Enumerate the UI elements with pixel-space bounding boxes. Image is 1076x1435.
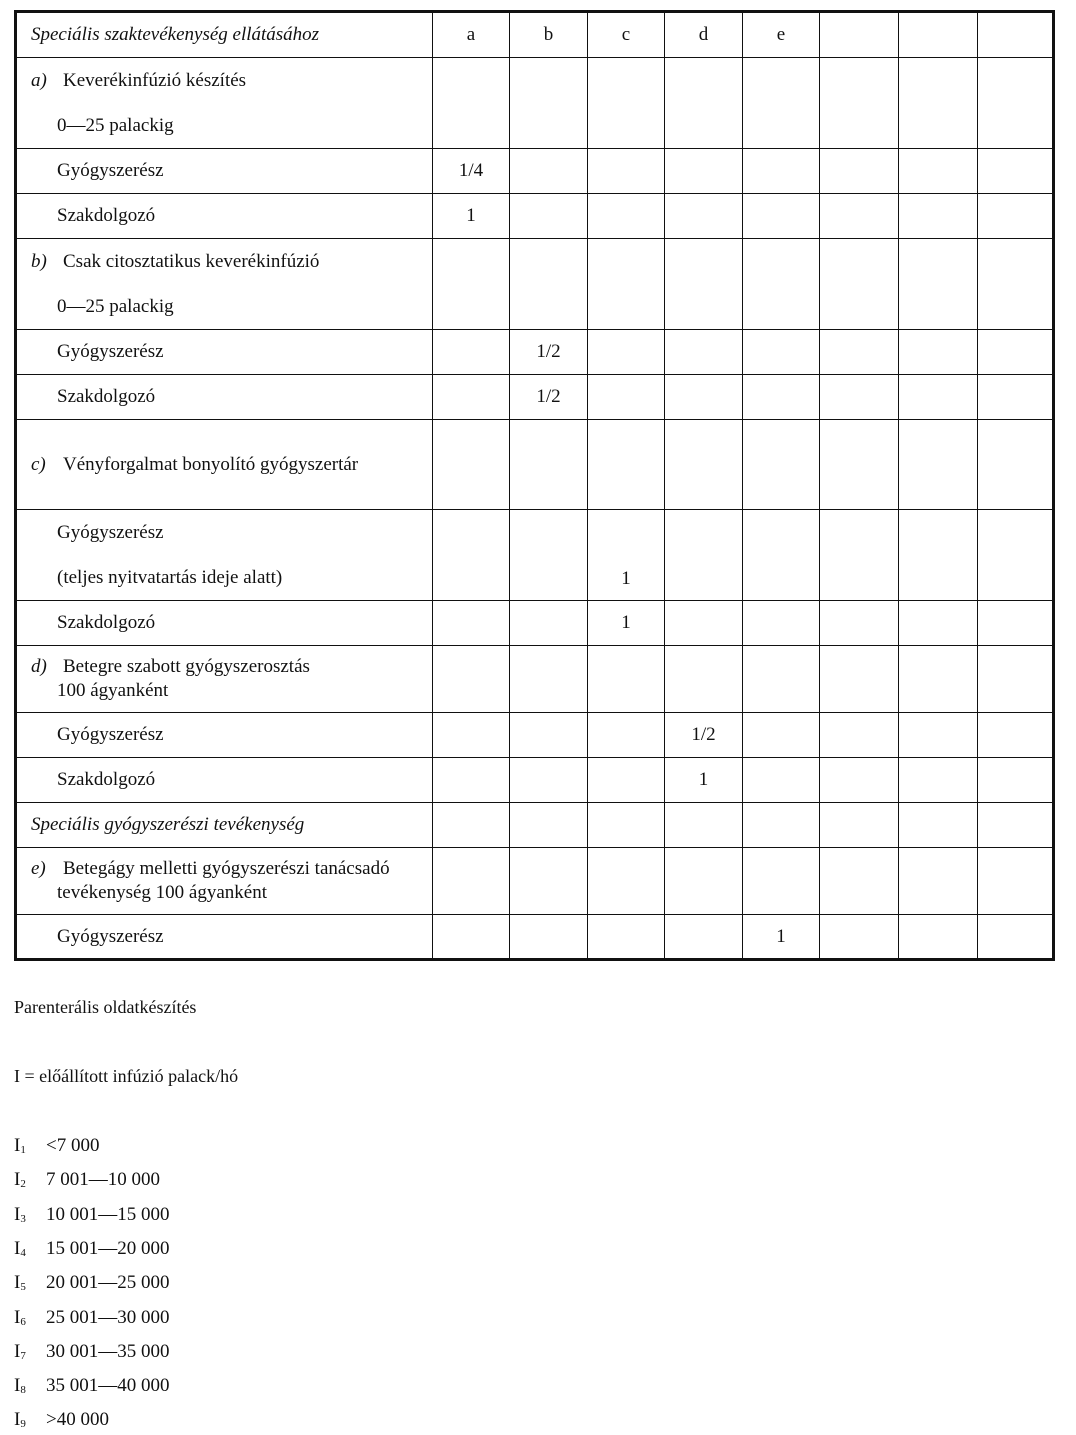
- value-cell: [665, 803, 743, 848]
- row-mark: c): [31, 454, 46, 475]
- value-cell: [588, 149, 665, 194]
- level-code: [14, 1238, 46, 1260]
- staffing-table: [14, 10, 1055, 961]
- value-cell: [899, 420, 978, 510]
- level-letter: I: [14, 1375, 21, 1396]
- row-label-line: tevékenység 100 ágyanként: [57, 882, 267, 903]
- row-label: [16, 239, 433, 330]
- row-label: [16, 646, 433, 713]
- level-item: [14, 1409, 109, 1431]
- row-label: [16, 510, 433, 601]
- row-mark: d): [31, 656, 47, 677]
- table-row: [16, 375, 1054, 420]
- value-cell: [433, 420, 510, 510]
- level-letter: I: [14, 1409, 21, 1430]
- value-cell: 1: [588, 601, 665, 646]
- value-cell: [978, 239, 1054, 330]
- value-cell: [978, 510, 1054, 601]
- value-cell: [743, 848, 820, 915]
- value-cell: [743, 239, 820, 330]
- value-cell: [820, 194, 899, 239]
- value-cell: [433, 646, 510, 713]
- value-cell: [665, 239, 743, 330]
- value-cell: [820, 646, 899, 713]
- value-cell: [588, 713, 665, 758]
- table-row: [16, 758, 1054, 803]
- level-range: 20 001—25 000: [46, 1272, 170, 1293]
- value-cell: [899, 601, 978, 646]
- row-mark: e): [31, 858, 46, 879]
- value-cell: [588, 758, 665, 803]
- value-cell: [820, 713, 899, 758]
- value-cell: [978, 848, 1054, 915]
- value-cell: [978, 646, 1054, 713]
- value-cell: [588, 239, 665, 330]
- value-cell: [820, 375, 899, 420]
- section-title: Parenterális oldatkészítés: [14, 997, 197, 1017]
- table-row: [16, 58, 1054, 149]
- value-cell: [978, 601, 1054, 646]
- value-cell: [978, 58, 1054, 149]
- value-cell: [510, 848, 588, 915]
- row-label-line: Betegágy melletti gyógyszerészi tanácsadó: [63, 858, 390, 879]
- value-cell: [978, 915, 1054, 960]
- level-code: [14, 1341, 46, 1363]
- value-cell: [820, 420, 899, 510]
- value-cell: [510, 601, 588, 646]
- value-cell: [743, 510, 820, 601]
- row-label: [16, 58, 433, 149]
- value-cell: [743, 646, 820, 713]
- value-cell: [899, 375, 978, 420]
- value-cell: [665, 194, 743, 239]
- column-header: [820, 12, 899, 58]
- value-cell: [665, 420, 743, 510]
- value-cell: [899, 803, 978, 848]
- value-cell: [433, 915, 510, 960]
- row-mark: a): [31, 70, 47, 91]
- value-cell: [743, 803, 820, 848]
- value-cell: [665, 58, 743, 149]
- value-cell: [665, 149, 743, 194]
- level-range: 7 001—10 000: [46, 1169, 160, 1190]
- row-label: Szakdolgozó: [16, 375, 433, 420]
- value-cell: [665, 510, 743, 601]
- value-cell: [588, 58, 665, 149]
- row-label-line: Vényforgalmat bonyolító gyógyszertár: [63, 454, 359, 475]
- row-label-line: Csak citosztatikus keverékinfúzió: [63, 251, 320, 272]
- value-cell: [665, 646, 743, 713]
- value-cell: [820, 601, 899, 646]
- row-label: Szakdolgozó: [16, 758, 433, 803]
- value-cell: [820, 330, 899, 375]
- level-range: <7 000: [46, 1135, 100, 1156]
- value-cell: [665, 915, 743, 960]
- level-code: [14, 1272, 46, 1294]
- row-label-line: Betegre szabott gyógyszerosztás: [63, 656, 310, 677]
- value-cell: [510, 713, 588, 758]
- row-label: [16, 420, 433, 510]
- row-label-line: 100 ágyanként: [57, 680, 169, 701]
- value-cell: [899, 194, 978, 239]
- level-letter: I: [14, 1204, 21, 1225]
- value-cell: [433, 375, 510, 420]
- value-cell: [588, 420, 665, 510]
- table-row: [16, 194, 1054, 239]
- value-cell: [743, 330, 820, 375]
- value-cell: [978, 375, 1054, 420]
- value-cell: [510, 149, 588, 194]
- level-letter: I: [14, 1307, 21, 1328]
- table-row: [16, 510, 1054, 601]
- value-cell: [433, 58, 510, 149]
- value-cell: [978, 803, 1054, 848]
- level-item: [14, 1135, 99, 1157]
- value-cell: 1: [743, 915, 820, 960]
- table-title: Speciális szaktevékenység ellátásához: [16, 12, 433, 58]
- value-cell: [510, 58, 588, 149]
- level-item: [14, 1307, 170, 1329]
- value-cell: 1: [665, 758, 743, 803]
- table-row: [16, 239, 1054, 330]
- table-row: [16, 149, 1054, 194]
- level-range: 15 001—20 000: [46, 1238, 170, 1259]
- value-cell: [510, 194, 588, 239]
- value-cell: [978, 713, 1054, 758]
- value-cell: [899, 239, 978, 330]
- value-cell: 1/2: [510, 330, 588, 375]
- value-cell: [820, 758, 899, 803]
- value-cell: [820, 58, 899, 149]
- level-item: [14, 1375, 170, 1397]
- level-code: [14, 1409, 46, 1431]
- value-cell: [743, 758, 820, 803]
- level-index: 9: [20, 1418, 26, 1430]
- table-row: [16, 646, 1054, 713]
- value-cell: [510, 803, 588, 848]
- level-code: [14, 1307, 46, 1329]
- value-cell: [899, 149, 978, 194]
- level-letter: I: [14, 1272, 21, 1293]
- value-cell: [665, 601, 743, 646]
- value-cell: [978, 758, 1054, 803]
- table-row: [16, 848, 1054, 915]
- table-row: [16, 601, 1054, 646]
- level-code: [14, 1135, 46, 1157]
- value-cell: [899, 915, 978, 960]
- value-cell: [899, 510, 978, 601]
- value-cell: [820, 915, 899, 960]
- value-cell: [433, 239, 510, 330]
- value-cell: [433, 848, 510, 915]
- level-index: 4: [20, 1247, 26, 1259]
- level-item: [14, 1272, 170, 1294]
- table-header-row: [16, 12, 1054, 58]
- row-label-line: Gyógyszerész: [57, 522, 164, 543]
- value-cell: [433, 713, 510, 758]
- value-cell: [510, 510, 588, 601]
- level-code: [14, 1375, 46, 1397]
- value-cell: [510, 758, 588, 803]
- value-cell: [743, 713, 820, 758]
- table-row: [16, 803, 1054, 848]
- value-cell: [665, 330, 743, 375]
- level-letter: I: [14, 1169, 21, 1190]
- level-index: 8: [20, 1384, 26, 1396]
- row-label-line: (teljes nyitvatartás ideje alatt): [57, 567, 283, 588]
- column-header: e: [743, 12, 820, 58]
- row-label: Gyógyszerész: [16, 330, 433, 375]
- value-cell: [588, 915, 665, 960]
- level-range: >40 000: [46, 1409, 109, 1430]
- level-code: [14, 1169, 46, 1191]
- value-cell: [978, 194, 1054, 239]
- value-cell: [820, 149, 899, 194]
- row-label: Gyógyszerész: [16, 915, 433, 960]
- level-index: 2: [20, 1178, 26, 1190]
- value-cell: [743, 601, 820, 646]
- column-header: [899, 12, 978, 58]
- value-cell: [978, 149, 1054, 194]
- row-label: Szakdolgozó: [16, 194, 433, 239]
- row-label-line: 0—25 palackig: [57, 296, 174, 317]
- level-range: 10 001—15 000: [46, 1204, 170, 1225]
- value-cell: [899, 330, 978, 375]
- value-cell: [433, 758, 510, 803]
- value-cell: [743, 375, 820, 420]
- value-cell: [510, 646, 588, 713]
- level-index: 6: [20, 1316, 26, 1328]
- column-header: c: [588, 12, 665, 58]
- value-cell: [433, 601, 510, 646]
- level-item: [14, 1238, 170, 1260]
- level-index: 1: [20, 1144, 26, 1156]
- table-row: [16, 420, 1054, 510]
- row-label: Szakdolgozó: [16, 601, 433, 646]
- value-cell: [665, 848, 743, 915]
- value-cell: [743, 58, 820, 149]
- value-cell: [510, 420, 588, 510]
- value-cell: [899, 848, 978, 915]
- level-letter: I: [14, 1341, 21, 1362]
- row-heading: Speciális gyógyszerészi tevékenység: [16, 803, 433, 848]
- row-label: [16, 848, 433, 915]
- level-letter: I: [14, 1135, 21, 1156]
- value-cell: [510, 239, 588, 330]
- value-cell: [588, 803, 665, 848]
- level-index: 7: [20, 1350, 26, 1362]
- value-cell: [899, 646, 978, 713]
- value-cell: [588, 848, 665, 915]
- value-cell: [820, 510, 899, 601]
- value-cell: [743, 420, 820, 510]
- row-label: Gyógyszerész: [16, 713, 433, 758]
- value-cell: [665, 375, 743, 420]
- level-item: [14, 1204, 170, 1226]
- value-cell: [899, 58, 978, 149]
- value-cell: [433, 803, 510, 848]
- row-label-line: 0—25 palackig: [57, 115, 174, 136]
- row-mark: b): [31, 251, 47, 272]
- value-cell: 1/2: [510, 375, 588, 420]
- infusion-definition: I = előállított infúzió palack/hó: [14, 1066, 239, 1086]
- table-row: [16, 330, 1054, 375]
- column-header: b: [510, 12, 588, 58]
- level-range: 30 001—35 000: [46, 1341, 170, 1362]
- value-cell: [978, 330, 1054, 375]
- level-index: 5: [20, 1281, 26, 1293]
- value-cell: [743, 149, 820, 194]
- column-header: [978, 12, 1054, 58]
- level-item: [14, 1341, 170, 1363]
- value-cell: [820, 848, 899, 915]
- value-cell: [978, 420, 1054, 510]
- value-cell: 1: [433, 194, 510, 239]
- value-cell: [820, 239, 899, 330]
- level-code: [14, 1204, 46, 1226]
- column-header: a: [433, 12, 510, 58]
- row-label: Gyógyszerész: [16, 149, 433, 194]
- level-index: 3: [20, 1213, 26, 1225]
- table-row: [16, 915, 1054, 960]
- row-label-line: Keverékinfúzió készítés: [63, 70, 247, 91]
- value-cell: [433, 510, 510, 601]
- value-cell: [433, 330, 510, 375]
- column-header: d: [665, 12, 743, 58]
- value-cell: 1/4: [433, 149, 510, 194]
- table-row: [16, 713, 1054, 758]
- value-cell: [588, 646, 665, 713]
- value-cell: [820, 803, 899, 848]
- value-cell: [743, 194, 820, 239]
- value-cell: [899, 758, 978, 803]
- level-letter: I: [14, 1238, 21, 1259]
- level-range: 25 001—30 000: [46, 1307, 170, 1328]
- value-cell: [588, 194, 665, 239]
- value-cell: [510, 915, 588, 960]
- level-item: [14, 1169, 160, 1191]
- value-cell: 1/2: [665, 713, 743, 758]
- value-cell: 1: [588, 510, 665, 601]
- value-cell: [588, 375, 665, 420]
- value-cell: [588, 330, 665, 375]
- value-cell: [899, 713, 978, 758]
- level-range: 35 001—40 000: [46, 1375, 170, 1396]
